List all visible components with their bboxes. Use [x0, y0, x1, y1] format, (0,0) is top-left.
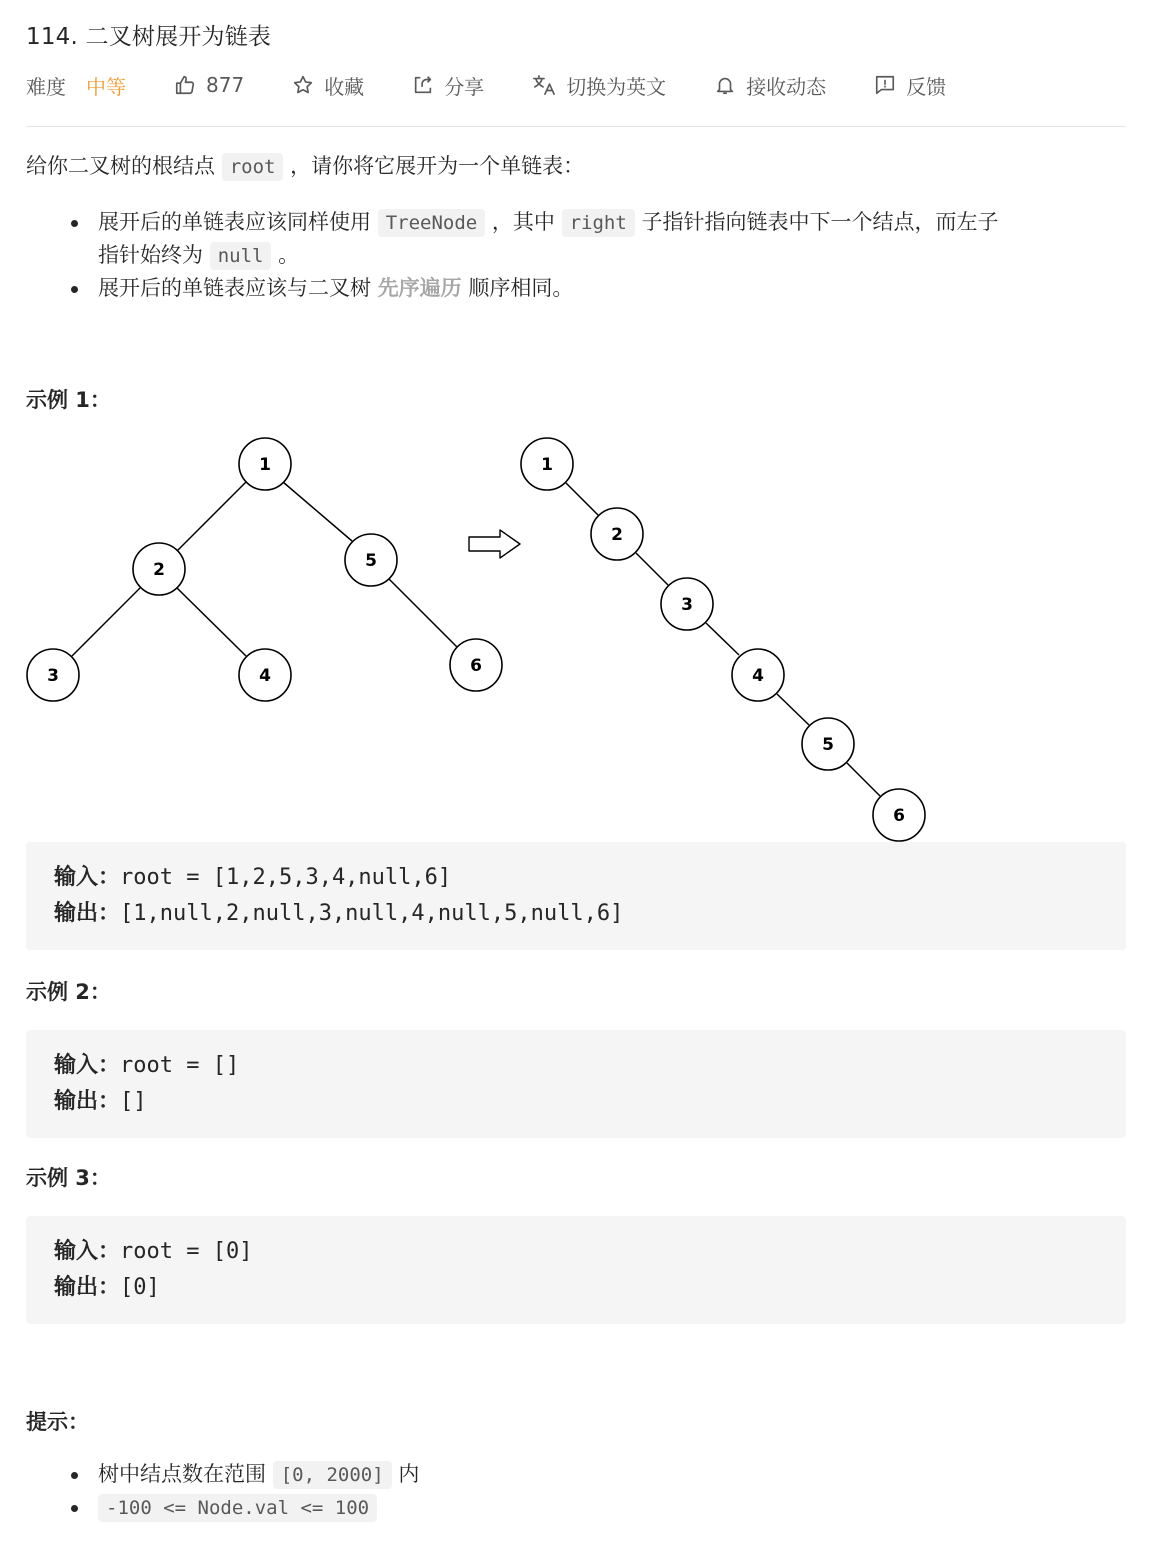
bullet-text: 子指针指向链表中下一个结点，而左子 [641, 210, 999, 234]
inline-code-null: null [210, 242, 272, 270]
input-value: root = [] [120, 1053, 240, 1078]
example-output-line [54, 1270, 1098, 1306]
list-node-label: 1 [541, 455, 553, 475]
intro-text: 给你二叉树的根结点 [26, 154, 215, 178]
transform-arrow-icon [469, 530, 520, 558]
like-count: 877 [206, 73, 245, 97]
translate-button[interactable] [532, 71, 666, 100]
feedback-icon [874, 74, 896, 96]
like-button[interactable] [174, 73, 244, 97]
input-value: root = [1,2,5,3,4,null,6] [120, 865, 452, 890]
bullet-text: 指针始终为 [98, 243, 203, 267]
inline-code-val-range: -100 <= Node.val <= 100 [98, 1494, 377, 1522]
bell-icon [714, 74, 736, 96]
bullet-text: 展开后的单链表应该与二叉树 [98, 276, 371, 300]
list-node [521, 438, 573, 490]
input-label: 输入： [54, 1239, 121, 1264]
problem-meta-bar [26, 68, 994, 102]
subscribe-label: 接收动态 [746, 74, 827, 99]
example-output-line [54, 1084, 1098, 1120]
problem-title: 114. 二叉树展开为链表 [26, 24, 272, 50]
tree-node-label: 3 [47, 666, 59, 686]
list-node [591, 508, 643, 560]
list-node [661, 578, 713, 630]
list-item [26, 1458, 1126, 1491]
subscribe-button[interactable] [714, 71, 826, 100]
tree-node [239, 438, 291, 490]
thumbs-up-icon [174, 74, 196, 96]
bullet-text: 。 [278, 243, 300, 267]
output-label: 输出： [54, 1089, 121, 1114]
example-input-line [54, 1048, 1098, 1084]
share-label: 分享 [444, 74, 485, 99]
hints-heading: 提示： [26, 1410, 89, 1434]
tree-node-label: 5 [365, 551, 377, 571]
tree-node-label: 1 [259, 455, 271, 475]
list-node-label: 2 [611, 525, 623, 545]
output-value: [1,null,2,null,3,null,4,null,5,null,6] [120, 901, 624, 926]
tree-node [239, 649, 291, 701]
tree-node [345, 534, 397, 586]
feedback-button[interactable] [874, 71, 946, 100]
star-icon [292, 74, 314, 96]
list-item [26, 1491, 1126, 1524]
tree-node-label: 2 [153, 560, 165, 580]
example-2-heading: 示例 2： [26, 980, 111, 1004]
header-divider [26, 126, 1126, 127]
example-1-codeblock [26, 842, 1126, 950]
list-node [732, 649, 784, 701]
tree-node [27, 649, 79, 701]
preorder-link[interactable]: 先序遍历 [377, 276, 462, 300]
input-value: root = [0] [120, 1239, 253, 1264]
translate-label: 切换为英文 [566, 74, 667, 99]
output-value: [] [120, 1089, 147, 1114]
example-output-line [54, 896, 1098, 932]
tree-node-label: 4 [259, 666, 271, 686]
share-icon [412, 74, 434, 96]
example-input-line [54, 860, 1098, 896]
input-label: 输入： [54, 1053, 121, 1078]
share-button[interactable] [412, 71, 484, 100]
list-node-label: 4 [752, 666, 764, 686]
tree-node-label: 6 [470, 656, 482, 676]
output-value: [0] [120, 1275, 160, 1300]
hint-text: 内 [398, 1462, 420, 1486]
inline-code-treenode: TreeNode [378, 209, 486, 237]
favorite-button[interactable] [292, 71, 364, 100]
example-1-diagram [0, 430, 1150, 850]
hints-list [26, 1458, 1126, 1524]
inline-code-range: [0, 2000] [273, 1461, 392, 1489]
output-label: 输出： [54, 901, 121, 926]
example-3-codeblock [26, 1216, 1126, 1324]
list-node-label: 6 [893, 806, 905, 826]
list-item [26, 206, 1126, 272]
translate-icon [532, 74, 556, 96]
list-node-label: 3 [681, 595, 693, 615]
inline-code-root: root [222, 153, 284, 181]
bullet-text: 顺序相同。 [468, 276, 574, 300]
requirements-list [26, 206, 1126, 304]
example-1-heading: 示例 1： [26, 388, 111, 412]
problem-description [26, 148, 1126, 185]
bullet-text: 展开后的单链表应该同样使用 [98, 210, 371, 234]
difficulty [26, 71, 126, 100]
example-3-heading: 示例 3： [26, 1166, 111, 1190]
bullet-text: ，其中 [491, 210, 555, 234]
tree-node [133, 543, 185, 595]
list-node [802, 718, 854, 770]
favorite-label: 收藏 [324, 74, 365, 99]
tree-node [450, 639, 502, 691]
list-node [873, 789, 925, 841]
example-2-codeblock [26, 1030, 1126, 1138]
difficulty-badge: 中等 [86, 74, 126, 99]
example-input-line [54, 1234, 1098, 1270]
hint-text: 树中结点数在范围 [98, 1462, 266, 1486]
list-node-label: 5 [822, 735, 834, 755]
tree-edges [72, 482, 457, 656]
input-label: 输入： [54, 865, 121, 890]
intro-text-suffix: ，请你将它展开为一个单链表： [290, 154, 585, 178]
difficulty-label: 难度 [26, 74, 66, 99]
output-label: 输出： [54, 1275, 121, 1300]
list-item [26, 272, 1126, 304]
inline-code-right: right [562, 209, 635, 237]
feedback-label: 反馈 [906, 74, 947, 99]
